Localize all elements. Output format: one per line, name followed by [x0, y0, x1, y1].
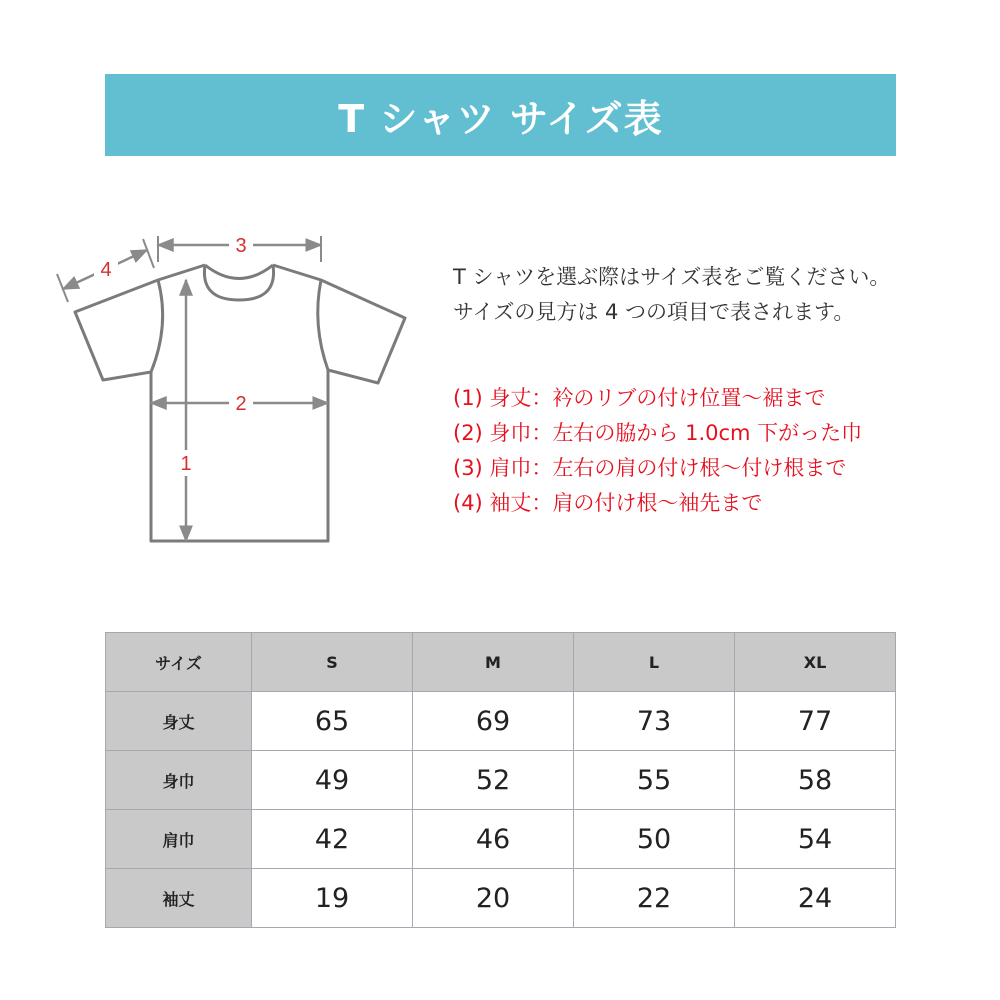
- table-row: [106, 692, 896, 751]
- definition-body-length: (1) 身丈：衿のリブの付け位置〜裾まで: [453, 386, 826, 410]
- page-title: T シャツ サイズ表: [338, 96, 663, 141]
- header-cell-size: サイズ: [106, 633, 252, 692]
- table-row: [106, 810, 896, 869]
- header-cell-l: L: [574, 633, 735, 692]
- description-line-1: T シャツを選ぶ際はサイズ表をご覧ください。: [453, 265, 891, 289]
- header-cell-xl: XL: [735, 633, 896, 692]
- table-cell: 49: [252, 751, 413, 810]
- table-cell: 54: [735, 810, 896, 869]
- table-cell: 52: [413, 751, 574, 810]
- table-cell: 77: [735, 692, 896, 751]
- row-label: 袖丈: [106, 869, 252, 928]
- description-line-2: サイズの見方は 4 つの項目で表されます。: [453, 300, 855, 324]
- table-row: [106, 869, 896, 928]
- row-label: 肩巾: [106, 810, 252, 869]
- table-cell: 19: [252, 869, 413, 928]
- row-label: 身巾: [106, 751, 252, 810]
- header-cell-m: M: [413, 633, 574, 692]
- table-cell: 20: [413, 869, 574, 928]
- description: [453, 260, 973, 330]
- table-cell: 58: [735, 751, 896, 810]
- tshirt-diagram: [50, 225, 420, 555]
- table-header-row: [106, 633, 896, 692]
- definition-shoulder-width: (3) 肩巾：左右の肩の付け根〜付け根まで: [453, 456, 847, 480]
- left-armhole: [151, 280, 163, 372]
- row-label: 身丈: [106, 692, 252, 751]
- definition-body-width: (2) 身巾：左右の脇から 1.0cm 下がった巾: [453, 421, 863, 445]
- size-table: [105, 632, 896, 928]
- measurement-definitions: [453, 381, 973, 521]
- measure-4-tick-top: [143, 239, 154, 268]
- table-cell: 42: [252, 810, 413, 869]
- table-cell: 69: [413, 692, 574, 751]
- title-banner: [105, 74, 896, 156]
- measure-2-label: 2: [235, 393, 247, 415]
- table-row: [106, 751, 896, 810]
- collar-front: [205, 265, 273, 279]
- measure-1-label: 1: [180, 453, 192, 475]
- table-cell: 55: [574, 751, 735, 810]
- measure-3-label: 3: [235, 235, 247, 257]
- right-armhole: [318, 280, 328, 370]
- table-cell: 22: [574, 869, 735, 928]
- definition-sleeve-length: (4) 袖丈：肩の付け根〜袖先まで: [453, 491, 763, 515]
- table-cell: 65: [252, 692, 413, 751]
- table-cell: 24: [735, 869, 896, 928]
- table-cell: 46: [413, 810, 574, 869]
- header-cell-s: S: [252, 633, 413, 692]
- table-cell: 73: [574, 692, 735, 751]
- table-cell: 50: [574, 810, 735, 869]
- measure-4-label: 4: [100, 259, 112, 281]
